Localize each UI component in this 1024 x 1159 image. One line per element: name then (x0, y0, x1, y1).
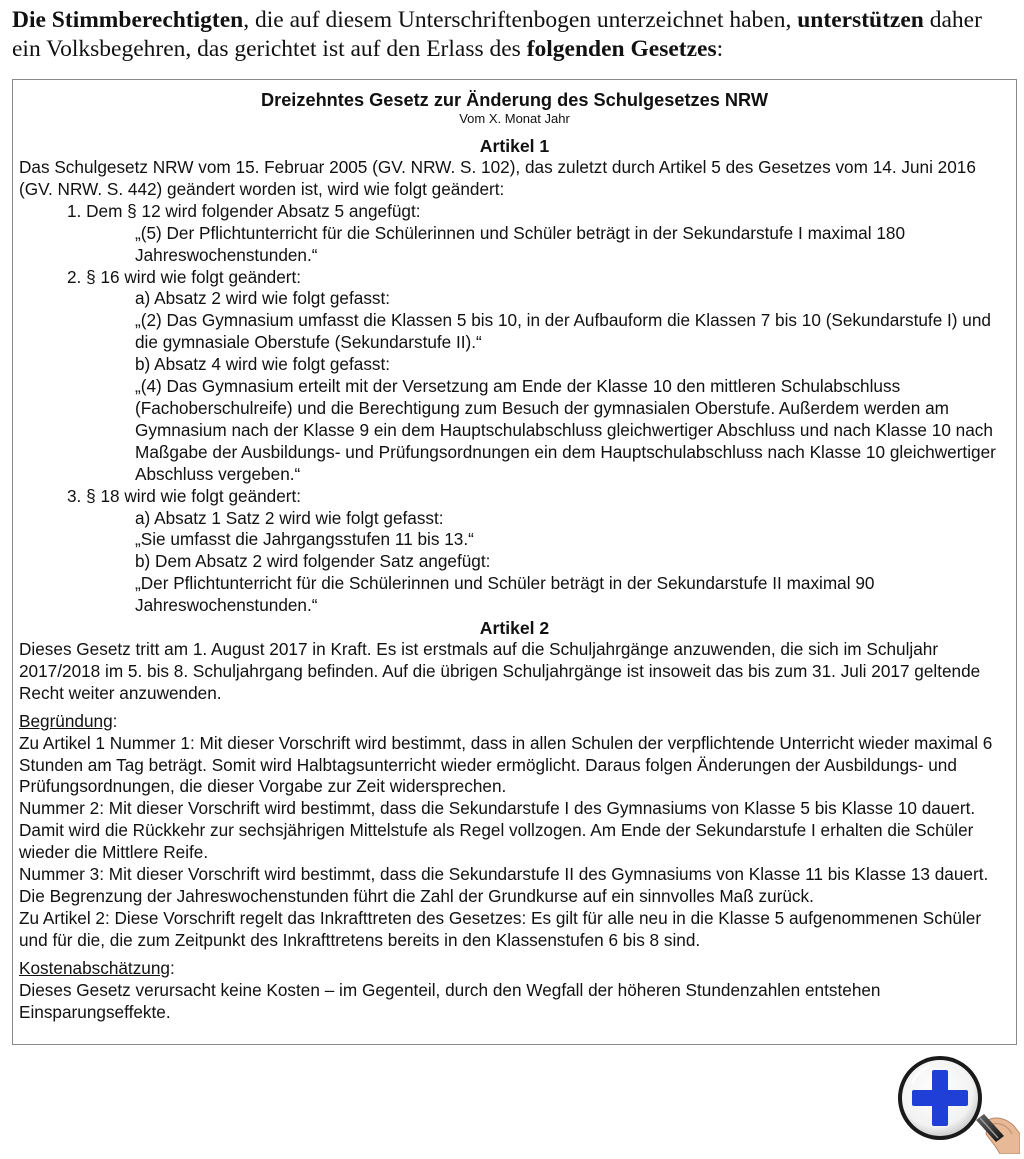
begruendung-label: Begründung (19, 710, 113, 731)
article-2-text: Dieses Gesetz tritt am 1. August 2017 in Kraft. Es ist erstmals auf die Schuljahrgänge anzuwenden, die sich im Schuljahr 2017/2018 im 5. bis 8. Schuljahrgang befinden. Auf die übrigen Schuljahrgänge ist insoweit das bis zum 31. Juli 2017 geltende Recht weiter anzuwenden. (19, 639, 981, 703)
article-1-intro: Das Schulgesetz NRW vom 15. Februar 2005 (GV. NRW. S. 102), das zuletzt durch Artikel 5 des Gesetzes vom 14. Juni 2016 (GV. NRW. S. 442) geändert worden ist, wird wie folgt geändert: (19, 157, 976, 199)
intro-bold-unterstuetzen: unterstützen (797, 7, 924, 33)
begruendung-paragraph-2: Nummer 2: Mit dieser Vorschrift wird bestimmt, dass die Sekundarstufe I des Gymnasiums von Klasse 5 bis Klasse 10 dauert. Damit wird die Rückkehr zur sechsjährigen Mittelstufe als Regel vollzogen. Am Ende der Sekundarstufe I erhalten die Schüler wieder die Mittlere Reife. (19, 798, 976, 863)
kosten-heading (19, 958, 1010, 980)
begruendung-colon: : (112, 710, 118, 731)
intro-colon: : (716, 36, 724, 62)
intro-text-1: , die auf diesem Unterschriftenbogen unterzeichnet haben, (243, 7, 798, 33)
article-1-item-3: 3. § 18 wird wie folgt geändert: (67, 485, 302, 506)
law-text-box (12, 79, 1017, 1045)
article-1-heading: Artikel 1 (479, 136, 550, 156)
law-date: Vom X. Monat Jahr (459, 111, 570, 126)
article-1-item-3b: b) Dem Absatz 2 wird folgender Satz angefügt: (135, 551, 491, 572)
begruendung-paragraph-1: Zu Artikel 1 Nummer 1: Mit dieser Vorschrift wird bestimmt, dass in allen Schulen der verpflichtende Unterricht wieder maximal 6 Stunden am Tag beträgt. Somit wird Halbtagsunterricht wieder ermöglicht. Daraus folgen Änderungen der Ausbildungs- und Prüfungsordnungen, die dieser Vorgabe zur Zeit widersprechen. (19, 732, 993, 797)
zoom-in-magnifier-icon (892, 1054, 1020, 1154)
intro-bold-stimmberechtigten: Die Stimmberechtigten (12, 7, 244, 33)
article-1-item-2b: b) Absatz 4 wird wie folgt gefasst: (135, 354, 391, 375)
article-1-item-2: 2. § 16 wird wie folgt geändert: (67, 266, 302, 287)
article-1-item-3b-text: „Der Pflichtunterricht für die Schülerinnen und Schüler beträgt in der Sekundarstufe II maximal 90 Jahreswochenstunden.“ (135, 573, 875, 616)
kosten-colon: : (169, 957, 175, 978)
article-1-item-1-text: „(5) Der Pflichtunterricht für die Schülerinnen und Schüler beträgt in der Sekundarstufe I maximal 180 Jahreswochenstunden.“ (135, 222, 906, 265)
article-1-item-2a: a) Absatz 2 wird wie folgt gefasst: (135, 288, 391, 309)
plus-horizontal-bar (912, 1090, 968, 1106)
article-1-item-3a-text: „Sie umfasst die Jahrgangsstufen 11 bis 13.“ (135, 529, 474, 550)
law-title: Dreizehntes Gesetz zur Änderung des Schulgesetzes NRW (260, 90, 768, 110)
intro-text-2: daher ein Volksbegehren, das gerichtet ist auf den Erlass des (12, 7, 982, 62)
article-1-item-2a-text: „(2) Das Gymnasium umfasst die Klassen 5 bis 10, in der Aufbauform die Klassen 7 bis 10 (Sekundarstufe I) und die gymnasiale Oberstufe (Sekundarstufe II).“ (135, 310, 991, 353)
article-2-heading: Artikel 2 (479, 618, 550, 639)
kosten-text: Dieses Gesetz verursacht keine Kosten – im Gegenteil, durch den Wegfall der höheren Stundenzahlen entstehen Einsparungseffekte. (19, 979, 881, 1022)
intro-text (12, 6, 1012, 64)
begruendung-heading (19, 711, 1010, 733)
begruendung-paragraph-4: Zu Artikel 2: Diese Vorschrift regelt das Inkrafttreten des Gesetzes: Es gilt für alle neu in die Klasse 5 aufgenommenen Schüler und für die, die zum Zeitpunkt des Inkrafttretens bereits in den Klassenstufen 6 bis 8 sind. (19, 907, 982, 950)
article-1-item-1: 1. Dem § 12 wird folgender Absatz 5 angefügt: (67, 200, 421, 221)
article-1-item-3a: a) Absatz 1 Satz 2 wird wie folgt gefasst: (135, 507, 444, 528)
zoom-in-button[interactable] (892, 1054, 1020, 1154)
intro-bold-gesetz: folgenden Gesetzes (526, 36, 717, 62)
article-1-item-2b-text: „(4) Das Gymnasium erteilt mit der Versetzung am Ende der Klasse 10 den mittleren Schulabschluss (Fachoberschulreife) und die Berechtigung zum Besuch der gymnasialen Oberstufe. Außerdem werden am Gymnasium nach der Klasse 9 ein dem Hauptschulabschluss gleichwertiger Abschluss und nach Klasse 10 nach Maßgabe der Ausbildungs- und Prüfungsordnungen ein dem Hauptschulabschluss nach Klasse 10 gleichwertiger Abschluss vergeben.“ (135, 376, 996, 484)
kosten-label: Kostenabschätzung (19, 957, 170, 978)
begruendung-paragraph-3: Nummer 3: Mit dieser Vorschrift wird bestimmt, dass die Sekundarstufe II des Gymnasiums von Klasse 11 bis Klasse 13 dauert. Die Begrenzung der Jahreswochenstunden führt die Zahl der Grundkurse auf ein sinnvolles Maß zurück. (19, 864, 989, 906)
